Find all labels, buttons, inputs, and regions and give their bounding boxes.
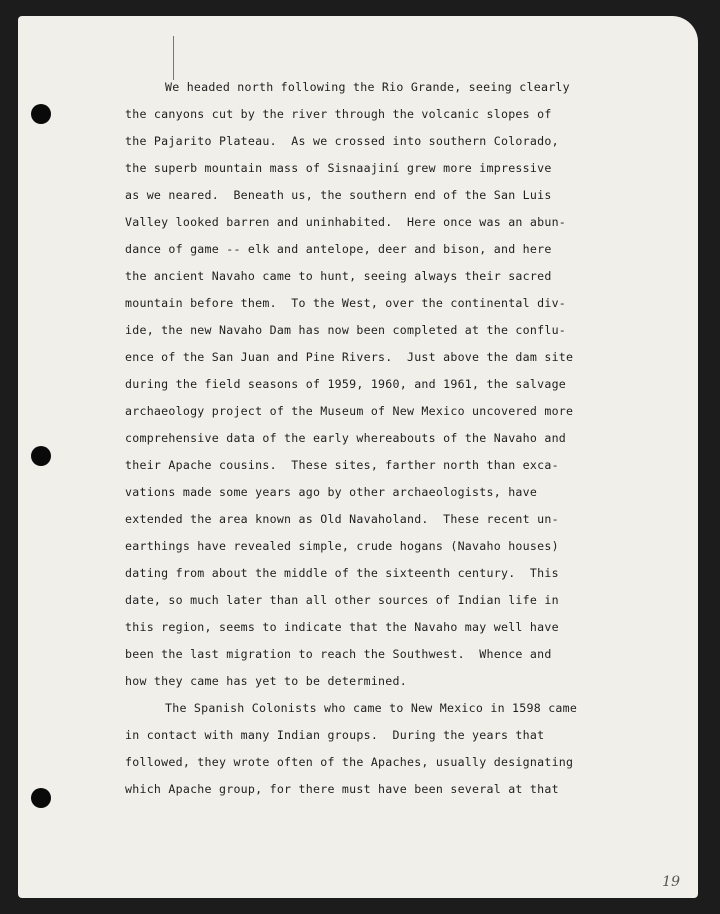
text-line: archaeology project of the Museum of New Mexico uncovered more bbox=[125, 404, 574, 418]
text-line: comprehensive data of the early whereabouts of the Navaho and bbox=[125, 431, 567, 445]
typed-page bbox=[18, 16, 698, 898]
text-line: followed, they wrote often of the Apaches, usually designating bbox=[125, 755, 574, 769]
text-line: The Spanish Colonists who came to New Mexico in 1598 came bbox=[165, 701, 578, 715]
text-line: in contact with many Indian groups. During the years that bbox=[125, 728, 545, 742]
pencil-mark bbox=[173, 36, 174, 80]
text-line: the ancient Navaho came to hunt, seeing always their sacred bbox=[125, 269, 552, 283]
text-line: how they came has yet to be determined. bbox=[125, 674, 407, 688]
text-line: dating from about the middle of the sixteenth century. This bbox=[125, 566, 559, 580]
text-line: extended the area known as Old Navaholand. These recent un- bbox=[125, 512, 559, 526]
binder-hole-middle bbox=[31, 446, 51, 466]
binder-hole-top bbox=[31, 104, 51, 124]
text-line: ence of the San Juan and Pine Rivers. Just above the dam site bbox=[125, 350, 574, 364]
text-line: their Apache cousins. These sites, farther north than exca- bbox=[125, 458, 559, 472]
text-line: during the field seasons of 1959, 1960, and 1961, the salvage bbox=[125, 377, 567, 391]
text-line: earthings have revealed simple, crude hogans (Navaho houses) bbox=[125, 539, 559, 553]
page-number: 19 bbox=[662, 874, 680, 890]
text-line: dance of game -- elk and antelope, deer and bison, and here bbox=[125, 242, 552, 256]
text-line: which Apache group, for there must have been several at that bbox=[125, 782, 559, 796]
text-line: Valley looked barren and uninhabited. Here once was an abun- bbox=[125, 215, 567, 229]
text-line: this region, seems to indicate that the Navaho may well have bbox=[125, 620, 559, 634]
binder-hole-bottom bbox=[31, 788, 51, 808]
text-line: the Pajarito Plateau. As we crossed into southern Colorado, bbox=[125, 134, 559, 148]
text-line: the superb mountain mass of Sisnaajiní grew more impressive bbox=[125, 161, 552, 175]
text-line: mountain before them. To the West, over the continental div- bbox=[125, 296, 567, 310]
text-line: date, so much later than all other sources of Indian life in bbox=[125, 593, 559, 607]
text-line: vations made some years ago by other archaeologists, have bbox=[125, 485, 538, 499]
text-line: the canyons cut by the river through the volcanic slopes of bbox=[125, 107, 552, 121]
text-line: as we neared. Beneath us, the southern end of the San Luis bbox=[125, 188, 552, 202]
text-line: We headed north following the Rio Grande, seeing clearly bbox=[165, 80, 570, 94]
text-line: ide, the new Navaho Dam has now been completed at the conflu- bbox=[125, 323, 567, 337]
text-line: been the last migration to reach the Southwest. Whence and bbox=[125, 647, 552, 661]
